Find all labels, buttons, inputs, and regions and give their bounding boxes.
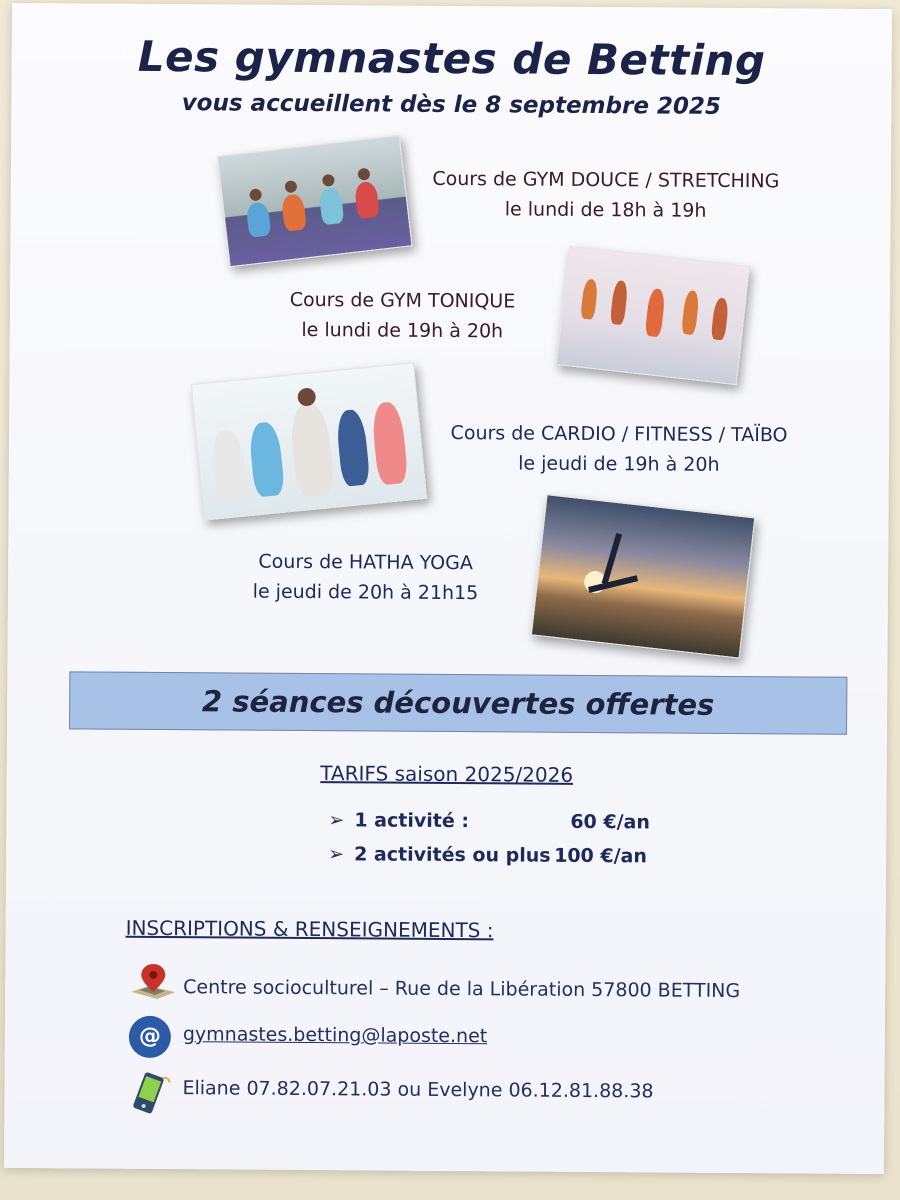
phone-numbers-text: Eliane 07.82.07.21.03 ou Evelyne 06.12.81.88.38 [182,1077,654,1103]
flyer-title: Les gymnastes de Betting [137,31,766,86]
address-text: Centre socioculturel – Rue de la Libération 57800 BETTING [183,976,741,1003]
map-pin-icon [129,962,177,1002]
course-time: le jeudi de 20h à 21h15 [252,580,479,605]
course-name: Cours de CARDIO / FITNESS / TAÏBO [450,422,788,447]
course-hatha-yoga [233,547,498,609]
phone-icon [126,1068,170,1118]
inscriptions-title: INSCRIPTIONS & RENSEIGNEMENTS : [125,915,494,943]
arrow-bullet-icon: ➢ [328,843,345,866]
photo-stretching-class [217,135,413,267]
flyer-subtitle: vous accueillent dès le 8 septembre 2025 [181,90,722,120]
course-name: Cours de HATHA YOGA [258,550,473,575]
photo-cardio-fitness [191,362,427,520]
photo-hatha-yoga [531,494,756,659]
tarifs-title: TARIFS saison 2025/2026 [320,761,574,787]
price-row-1-activity [328,809,688,834]
course-time: le lundi de 19h à 20h [301,318,504,343]
price-row-2-activities [328,843,688,868]
free-sessions-banner: 2 séances découvertes offertes [69,671,847,734]
email-link[interactable]: gymnastes.betting@laposte.net [182,1023,488,1048]
price-value: 60 €/an [570,810,651,834]
price-label: 1 activité : [354,809,470,833]
course-gym-douce [411,164,801,227]
photo-gym-tonique [556,246,750,386]
course-time: le jeudi de 19h à 20h [518,452,720,476]
course-cardio-fitness [429,418,809,481]
course-gym-tonique [265,285,540,347]
course-name: Cours de GYM TONIQUE [289,288,516,313]
flyer-sheet [4,3,892,1174]
arrow-bullet-icon: ➢ [328,809,345,832]
email-at-icon: @ [129,1016,171,1058]
course-time: le lundi de 18h à 19h [504,198,707,222]
price-label: 2 activités ou plus : [354,843,565,867]
price-value: 100 €/an [554,844,648,868]
course-name: Cours de GYM DOUCE / STRETCHING [432,167,780,193]
